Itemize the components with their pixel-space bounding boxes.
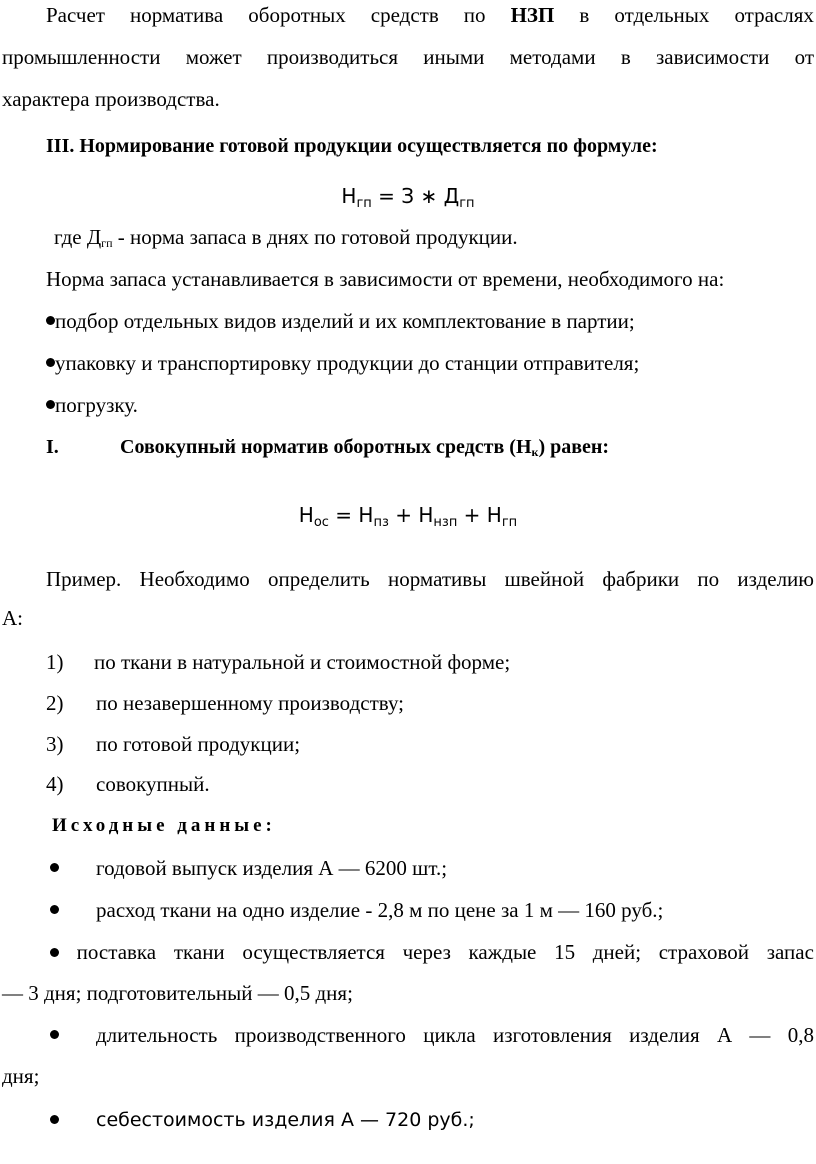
word: в (620, 45, 631, 69)
word: дней; (592, 940, 642, 964)
word: средств (370, 3, 439, 27)
word: производственного (234, 1023, 406, 1047)
example-line1 (46, 566, 814, 592)
word: 0,8 (787, 1023, 814, 1047)
word: нормативы (388, 567, 487, 591)
word: изделию (737, 567, 814, 591)
word: изготовления (492, 1023, 612, 1047)
word: методами (509, 45, 596, 69)
list-item: подбор отдельных видов изделий и их комплектование в партии; (46, 308, 816, 334)
bullet-icon (50, 1030, 59, 1039)
list-item: себестоимость изделия А — 720 руб.; (50, 1107, 816, 1133)
word: через (402, 940, 451, 964)
word: норматива (130, 3, 224, 27)
where-line: где $Д_{гп}$ - норма запаса в днях по готовой продукции. (54, 225, 518, 250)
word: страховой (658, 940, 750, 964)
para1-line1 (46, 2, 814, 28)
formula-ngp: $Н_{гп} = З$ ∗ $Д_{гп}$ (341, 184, 475, 211)
word: отдельных (614, 3, 710, 27)
word: может (185, 45, 242, 69)
word: цикла (423, 1023, 476, 1047)
word: от (794, 45, 814, 69)
list-item (50, 1022, 814, 1048)
word-nzp: НЗП (510, 3, 555, 27)
word: промышленности (2, 45, 161, 69)
word: фабрики (602, 567, 680, 591)
bullet-icon (50, 863, 59, 872)
word: Необходимо (139, 567, 250, 591)
section3-heading: III. Нормирование готовой продукции осуществляется по формуле: (46, 135, 658, 157)
bullet-icon (46, 316, 55, 325)
bullet-icon (50, 905, 59, 914)
word: А (716, 1023, 733, 1047)
list-item-continuation: дня; (2, 1064, 40, 1088)
list-item: 1) по ткани в натуральной и стоимостной форме; (46, 650, 511, 674)
word: оборотных (248, 3, 346, 27)
word: иными (423, 45, 485, 69)
bullet-icon (46, 358, 55, 367)
word: осуществляется (242, 940, 385, 964)
list-item: 2) по незавершенному производству; (46, 691, 405, 715)
example-line2: А: (2, 606, 23, 630)
word: отраслях (734, 3, 814, 27)
word: — (749, 1023, 771, 1047)
list-item-continuation: — 3 дня; подготовительный — 0,5 дня; (2, 981, 353, 1005)
word: длительность (96, 1023, 218, 1047)
list-item: расход ткани на одно изделие - 2,8 м по цене за 1 м — 160 руб.; (50, 897, 816, 923)
bullet-icon (50, 948, 59, 957)
bullet-icon (50, 1115, 59, 1124)
word: Пример. (46, 567, 122, 591)
list-item: погрузку. (46, 392, 816, 418)
norm-intro: Норма запаса устанавливается в зависимости от времени, необходимого на: (46, 267, 725, 291)
word: швейной (504, 567, 585, 591)
word: каждые (468, 940, 537, 964)
list-item: 4) совокупный. (46, 772, 210, 796)
section1-heading: I. Совокупный норматив оборотных средств $(Н_к)$ равен: (46, 436, 610, 459)
word: изделия (629, 1023, 700, 1047)
word: поставка (76, 940, 157, 964)
word: ткани (173, 940, 225, 964)
word: запас (766, 940, 814, 964)
word: в (579, 3, 590, 27)
bullet-icon (46, 400, 55, 409)
word: 15 (554, 940, 576, 964)
para1-line3: характера производства. (2, 87, 220, 111)
formula-nos: $Н_{ос} = Н_{пз} + Н_{нзп} + Н_{гп}$ (298, 503, 518, 530)
word: Расчет (46, 3, 105, 27)
word: производиться (266, 45, 399, 69)
para1-line2 (2, 44, 814, 70)
list-item: годовой выпуск изделия А — 6200 шт.; (50, 855, 816, 881)
list-item: 3) по готовой продукции; (46, 732, 301, 756)
word: зависимости (655, 45, 770, 69)
word: определить (267, 567, 370, 591)
list-item (50, 939, 814, 965)
source-data-heading: Исходные данные: (52, 815, 276, 836)
list-item: упаковку и транспортировку продукции до станции отправителя; (46, 350, 816, 376)
word: по (697, 567, 720, 591)
word: по (463, 3, 486, 27)
